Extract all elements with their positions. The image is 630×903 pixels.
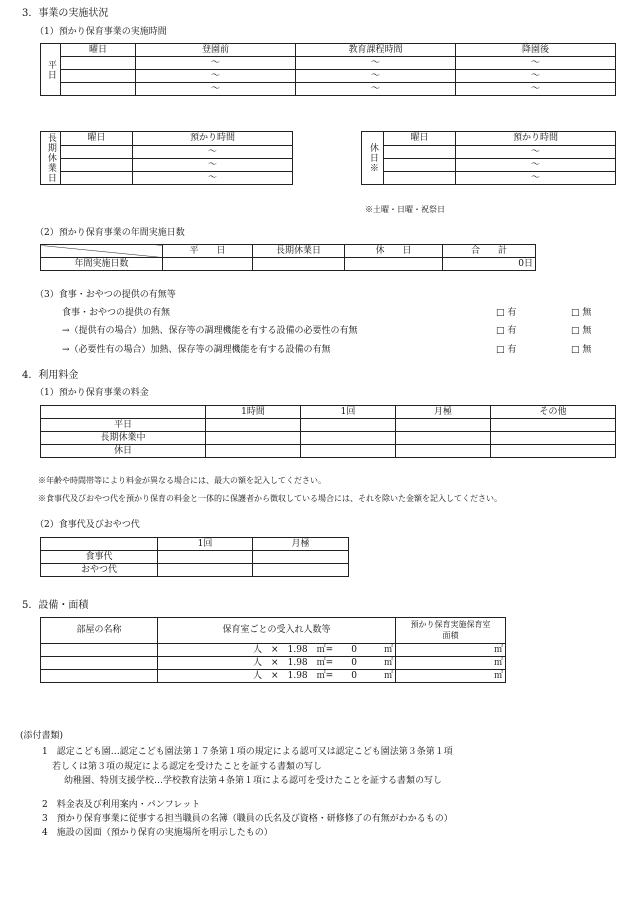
area-cell[interactable]: ㎡ bbox=[396, 670, 506, 683]
attachment-line: 2 料金表及び利用案内・パンフレット bbox=[42, 800, 201, 810]
weekday-label: 平日 bbox=[41, 44, 61, 96]
facility-header-capacity: 保育室ごとの受入れ人数等 bbox=[158, 618, 396, 644]
room-name-cell[interactable] bbox=[41, 644, 158, 657]
meal-fee-cell[interactable] bbox=[158, 551, 253, 564]
s3-t3-title: （3）食事・おやつの提供の有無等 bbox=[35, 290, 176, 300]
fee-note-1: ※年齢や時間帯等により料金が異なる場合には、最大の額を記入してください。 bbox=[38, 476, 326, 485]
time-cell[interactable]: ～ bbox=[136, 70, 296, 83]
meal-fee-header-once: 1回 bbox=[158, 538, 253, 551]
meal-2-yes-checkbox[interactable]: □ 有 bbox=[496, 326, 517, 336]
meal-fee-cell[interactable] bbox=[253, 564, 349, 577]
header-day: 曜日 bbox=[61, 44, 136, 57]
s3-t1-title: （1）預かり保育事業の実施時間 bbox=[35, 27, 167, 37]
facility-table bbox=[40, 617, 506, 683]
meal-fee-cell[interactable] bbox=[158, 564, 253, 577]
meal-item-2: →（提供有の場合）加熱、保存等の調理機能を有する設備の必要性の有無 bbox=[62, 326, 358, 336]
area-cell[interactable]: ㎡ bbox=[396, 657, 506, 670]
fee-header-other: その他 bbox=[491, 406, 616, 419]
fee-cell[interactable] bbox=[301, 445, 396, 458]
time-cell[interactable]: ～ bbox=[456, 159, 616, 172]
time-cell[interactable]: ～ bbox=[456, 57, 616, 70]
fee-header-once: 1回 bbox=[301, 406, 396, 419]
attachment-line: 幼稚園、特別支援学校…学校教育法第４条第１項による認可を受けたことを証する書類の写し bbox=[64, 776, 443, 786]
facility-header-room: 部屋の名称 bbox=[41, 618, 158, 644]
time-cell[interactable]: ～ bbox=[133, 172, 293, 185]
attachment-line: 4 施設の図面（預かり保育の実施場所を明示したもの） bbox=[42, 828, 273, 838]
long-header-hours: 預かり時間 bbox=[133, 132, 293, 146]
section-5-title: 5．設備・面積 bbox=[22, 600, 89, 611]
fee-cell[interactable] bbox=[301, 419, 396, 432]
holiday-day-cell[interactable] bbox=[384, 159, 456, 172]
holiday-day-cell[interactable] bbox=[384, 172, 456, 185]
fee-cell[interactable] bbox=[491, 445, 616, 458]
time-cell[interactable]: ～ bbox=[296, 70, 456, 83]
area-cell[interactable]: ㎡ bbox=[396, 644, 506, 657]
time-cell[interactable]: ～ bbox=[456, 146, 616, 159]
holiday-day-cell[interactable] bbox=[384, 146, 456, 159]
meal-3-no-checkbox[interactable]: □ 無 bbox=[571, 345, 592, 355]
diagonal-cell bbox=[41, 245, 163, 258]
weekday-day-cell[interactable] bbox=[61, 83, 136, 96]
fee-cell[interactable] bbox=[301, 432, 396, 445]
header-before: 登園前 bbox=[136, 44, 296, 57]
long-vacation-table bbox=[40, 131, 293, 185]
capacity-calc-cell[interactable]: 人 × 1.98 ㎡= 0 ㎡ bbox=[158, 670, 396, 683]
meal-fee-row-label: おやつ代 bbox=[41, 564, 158, 577]
days-header-long: 長期休業日 bbox=[253, 245, 345, 258]
holiday-table bbox=[361, 131, 616, 185]
section-3-title: 3．事業の実施状況 bbox=[22, 8, 109, 19]
meal-fee-cell[interactable] bbox=[253, 551, 349, 564]
time-cell[interactable]: ～ bbox=[136, 83, 296, 96]
fee-table bbox=[40, 405, 616, 458]
holiday-header-day: 曜日 bbox=[384, 132, 456, 146]
long-vacation-label: 長期休業日 bbox=[41, 132, 61, 185]
time-cell[interactable]: ～ bbox=[296, 83, 456, 96]
attachment-line: 3 預かり保育事業に従事する担当職員の名簿（職員の氏名及び資格・研修修了の有無がわかるもの） bbox=[42, 814, 453, 824]
meal-1-no-checkbox[interactable]: □ 無 bbox=[571, 308, 592, 318]
fee-header-hour: 1時間 bbox=[206, 406, 301, 419]
fee-cell[interactable] bbox=[491, 432, 616, 445]
long-day-cell[interactable] bbox=[61, 159, 133, 172]
fee-cell[interactable] bbox=[206, 432, 301, 445]
room-name-cell[interactable] bbox=[41, 657, 158, 670]
time-cell[interactable]: ～ bbox=[456, 172, 616, 185]
days-total-cell: 0日 bbox=[443, 258, 536, 271]
meal-3-yes-checkbox[interactable]: □ 有 bbox=[496, 345, 517, 355]
meal-2-no-checkbox[interactable]: □ 無 bbox=[571, 326, 592, 336]
fee-cell[interactable] bbox=[206, 419, 301, 432]
time-cell[interactable]: ～ bbox=[456, 70, 616, 83]
attachment-line: 若しくは第３項の規定による認定を受けたことを証する書類の写し bbox=[52, 762, 323, 772]
fee-note-2: ※食事代及びおやつ代を預かり保育の料金と一体的に保護者から徴収している場合には、それを除いた金額を記入してください。 bbox=[38, 494, 502, 503]
fee-header-empty bbox=[41, 406, 206, 419]
s4-t2-title: （2）食事代及びおやつ代 bbox=[35, 520, 140, 530]
time-cell[interactable]: ～ bbox=[456, 83, 616, 96]
s3-t2-title: （2）預かり保育事業の年間実施日数 bbox=[35, 228, 185, 238]
weekday-hours-table bbox=[40, 43, 616, 96]
days-header-weekday: 平 日 bbox=[163, 245, 253, 258]
attachments-title: (添付書類) bbox=[20, 731, 64, 741]
days-header-total: 合 計 bbox=[443, 245, 536, 258]
days-weekday-cell[interactable] bbox=[163, 258, 253, 271]
meal-fee-header-empty bbox=[41, 538, 158, 551]
holiday-label: 休日※ bbox=[362, 132, 384, 185]
days-long-cell[interactable] bbox=[253, 258, 345, 271]
fee-cell[interactable] bbox=[396, 445, 491, 458]
fee-row-label: 平日 bbox=[41, 419, 206, 432]
long-day-cell[interactable] bbox=[61, 172, 133, 185]
time-cell[interactable]: ～ bbox=[133, 146, 293, 159]
meal-item-1: 食事・おやつの提供の有無 bbox=[62, 308, 171, 318]
annual-days-label: 年間実施日数 bbox=[41, 258, 163, 271]
fee-header-monthly: 月極 bbox=[396, 406, 491, 419]
header-after: 降園後 bbox=[456, 44, 616, 57]
header-course: 教育課程時間 bbox=[296, 44, 456, 57]
capacity-calc-cell[interactable]: 人 × 1.98 ㎡= 0 ㎡ bbox=[158, 644, 396, 657]
long-header-day: 曜日 bbox=[61, 132, 133, 146]
holiday-header-hours: 預かり時間 bbox=[456, 132, 616, 146]
holiday-note: ※土曜・日曜・祝祭日 bbox=[365, 205, 445, 214]
meal-fee-table bbox=[40, 537, 349, 577]
fee-row-label: 休日 bbox=[41, 445, 206, 458]
room-name-cell[interactable] bbox=[41, 670, 158, 683]
days-header-holiday: 休 日 bbox=[345, 245, 443, 258]
fee-row-label: 長期休業中 bbox=[41, 432, 206, 445]
annual-days-table bbox=[40, 244, 536, 271]
time-cell[interactable]: ～ bbox=[136, 57, 296, 70]
fee-cell[interactable] bbox=[491, 419, 616, 432]
attachment-line: 1 認定こども園…認定こども園法第１７条第１項の規定による認可又は認定こども園法第３条第１項 bbox=[42, 747, 453, 757]
weekday-day-cell[interactable] bbox=[61, 70, 136, 83]
s4-t1-title: （1）預かり保育事業の料金 bbox=[35, 388, 149, 398]
meal-fee-header-monthly: 月極 bbox=[253, 538, 349, 551]
facility-header-area: 預かり保育実施保育室面積 bbox=[396, 618, 506, 644]
meal-fee-row-label: 食事代 bbox=[41, 551, 158, 564]
capacity-calc-cell[interactable]: 人 × 1.98 ㎡= 0 ㎡ bbox=[158, 657, 396, 670]
fee-cell[interactable] bbox=[396, 432, 491, 445]
weekday-day-cell[interactable] bbox=[61, 57, 136, 70]
meal-item-3: →（必要性有の場合）加熱、保存等の調理機能を有する設備の有無 bbox=[62, 345, 331, 355]
days-holiday-cell[interactable] bbox=[345, 258, 443, 271]
fee-cell[interactable] bbox=[396, 419, 491, 432]
meal-1-yes-checkbox[interactable]: □ 有 bbox=[496, 308, 517, 318]
fee-cell[interactable] bbox=[206, 445, 301, 458]
section-4-title: 4．利用料金 bbox=[22, 370, 79, 381]
time-cell[interactable]: ～ bbox=[296, 57, 456, 70]
time-cell[interactable]: ～ bbox=[133, 159, 293, 172]
long-day-cell[interactable] bbox=[61, 146, 133, 159]
